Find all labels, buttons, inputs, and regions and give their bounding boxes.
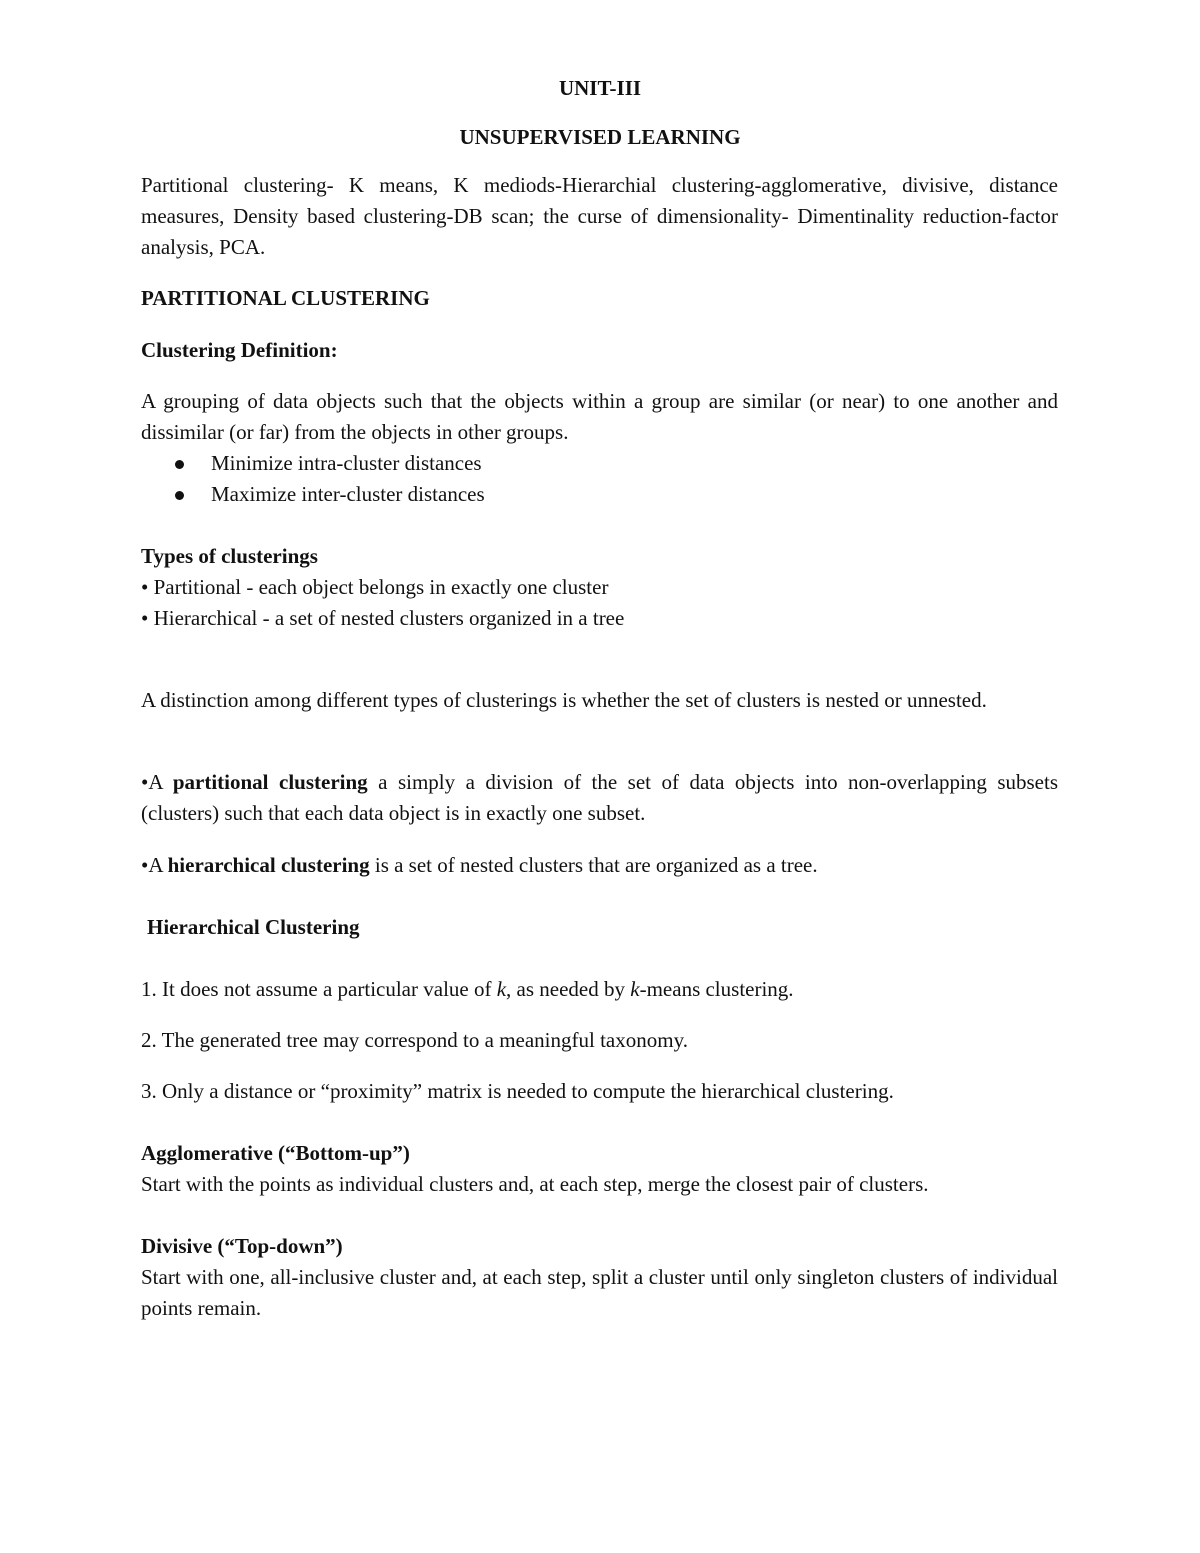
clustering-definition-text: A grouping of data objects such that the objects within a group are similar (or near) to one another and dissimilar (or far) from the objects in other groups. <box>141 389 1058 444</box>
hierarchical-item-2: 2. The generated tree may correspond to a meaningful taxonomy. <box>141 1028 688 1052</box>
types-item-partitional: • Partitional - each object belongs in exactly one cluster <box>141 575 609 599</box>
syllabus-paragraph: Partitional clustering- K means, K mediods-Hierarchial clustering-agglomerative, divisive, distance measures, Density based clustering-DB scan; the curse of dimensionality- Dimentinality reduction-factor analysis, PCA. <box>141 173 1058 259</box>
divisive-heading: Divisive (“Top-down”) <box>141 1234 343 1258</box>
hierarchical-item-3: 3. Only a distance or “proximity” matrix is needed to compute the hierarchical clustering. <box>141 1079 894 1103</box>
list-item: Minimize intra-cluster distances <box>141 448 1058 479</box>
agglomerative-text: Start with the points as individual clusters and, at each step, merge the closest pair of clusters. <box>141 1172 929 1196</box>
unit-subtitle: UNSUPERVISED LEARNING <box>459 125 741 149</box>
clustering-definition-heading: Clustering Definition: <box>141 338 338 362</box>
unit-title: UNIT-III <box>558 76 642 100</box>
hierarchical-definition: •A hierarchical clustering is a set of nested clusters that are organized as a tree. <box>141 853 818 877</box>
partitional-definition: •A partitional clustering a simply a division of the set of data objects into non-overlapping subsets (clusters) such that each data object is in exactly one subset. <box>141 770 1058 825</box>
definition-bullet-list <box>141 448 1058 510</box>
agglomerative-heading: Agglomerative (“Bottom-up”) <box>141 1141 410 1165</box>
list-item: Maximize inter-cluster distances <box>141 479 1058 510</box>
types-item-hierarchical: • Hierarchical - a set of nested clusters organized in a tree <box>141 606 625 630</box>
types-heading: Types of clusterings <box>141 544 318 568</box>
section-heading-partitional: PARTITIONAL CLUSTERING <box>141 286 430 310</box>
distinction-paragraph: A distinction among different types of clusterings is whether the set of clusters is nested or unnested. <box>141 688 987 712</box>
bullet-icon <box>175 491 184 500</box>
hierarchical-item-1: 1. It does not assume a particular value of k, as needed by k-means clustering. <box>141 977 794 1001</box>
bullet-icon <box>175 460 184 469</box>
divisive-text: Start with one, all-inclusive cluster and, at each step, split a cluster until only singleton clusters of individual points remain. <box>141 1265 1058 1320</box>
hierarchical-heading: Hierarchical Clustering <box>147 915 360 939</box>
